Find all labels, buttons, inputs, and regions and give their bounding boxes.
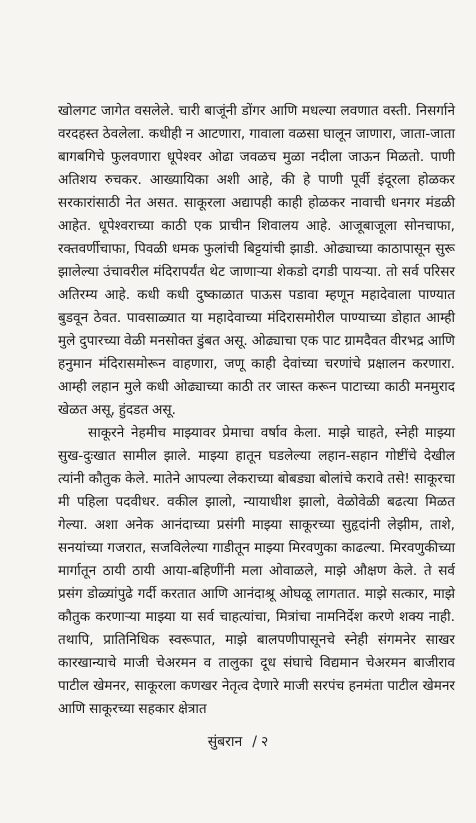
paragraph-village-description: खोलगट जागेत वसलेले. चारी बाजूंनी डोंगर आणि मधल्या लवणात वस्ती. निसर्गाने वरदहस्त ठेवलेला. कधीही न आटणारा, गावाला वळसा घालून जाणारा, जाता-जाता बागबगिचे फुलवणारा धूपेश्वर ओढा जवळच मुळा नदीला जाऊन मिळतो. पाणी अतिशय रुचकर. आख्यायिका अशी आहे, की हे पाणी पूर्वी इंदूरला होळकर सरकारांसाठी नेत असत. साकूरला अद्यापही काही होळकर नावाची धनगर मंडळी आहेत. धूपेश्वराच्या काठी एक प्राचीन शिवालय आहे. आजूबाजूला सोनचाफा, रक्तवर्णीचाफा, पिवळी धमक फुलांची बिट्टयांची झाडी. ओढ्याच्या काठापासून सुरू झालेल्या उंचावरील मंदिरापर्यंत थेट जाणाऱ्या शेकडो दगडी पायऱ्या. तो सर्व परिसर अतिरम्य आहे. कधी कधी दुष्काळात पाऊस पडावा म्हणून महादेवाला पाण्यात बुडवून ठेवत. पावसाळ्यात या महादेवाच्या मंदिरासमोरील पाण्याच्या डोहात आम्ही मुले दुपारच्या वेळी मनसोक्त डुंबत असू. ओढ्याचा एक पाट ग्रामदैवत वीरभद्र आणि हनुमान मंदिरासमोरून वाहणारा, जणू काही देवांच्या चरणांचे प्रक्षालन करणारा. आम्ही लहान मुले कधी ओढ्याच्या काठी तर जास्त करून पाटाच्या काठी मनमुराद खेळत असू, हुंदडत असू. [58, 103, 455, 418]
page-body [58, 100, 455, 721]
page-footer [0, 732, 476, 751]
footer-book-title: सुंबरान [207, 734, 243, 750]
page-number: २ [261, 734, 269, 750]
paragraph-sakur-affection: साकूरने नेहमीच माझ्यावर प्रेमाचा वर्षाव केला. माझे चाहते, स्नेही माझ्या सुख-दुःखात सामील झाले. माझ्या हातून घडलेल्या लहान-सहान गोष्टींचे देखील त्यांनी कौतुक केले. मातेने आपल्या लेकराच्या बोबड्या बोलांचे करावे तसे! साकूरचा मी पहिला पदवीधर. वकील झालो, न्यायाधीश झालो, वेळोवेळी बढत्या मिळत गेल्या. अशा अनेक आनंदाच्या प्रसंगी माझ्या साकूरच्या सुहृदांनी लेझीम, ताशे, सनयांच्या गजरात, सजविलेल्या गाडीतून माझ्या मिरवणुका काढल्या. मिरवणुकीच्या मार्गातून ठायी ठायी आया-बहिणींनी मला ओवाळले, माझे औक्षण केले. ते सर्व प्रसंग डोळ्यांपुढे गर्दी करतात आणि आनंदाश्रू ओघळू लागतात. माझे सत्कार, माझे कौतुक करणाऱ्या माझ्या या सर्व चाहत्यांचा, मित्रांचा नामनिर्देश करणे शक्य नाही. तथापि, प्रातिनिधिक स्वरूपात, माझे बालपणीपासूनचे स्नेही संगमनेर साखर कारखान्याचे माजी चेअरमन व तालुका दूध संघाचे विद्यमान चेअरमन बाजीराव पाटील खेमनर, साकूरला कणखर नेतृत्व देणारे माजी सरपंच हनमंता पाटील खेमनर आणि साकूरच्या सहकार क्षेत्रात [58, 425, 455, 717]
footer-separator: / [252, 734, 258, 750]
